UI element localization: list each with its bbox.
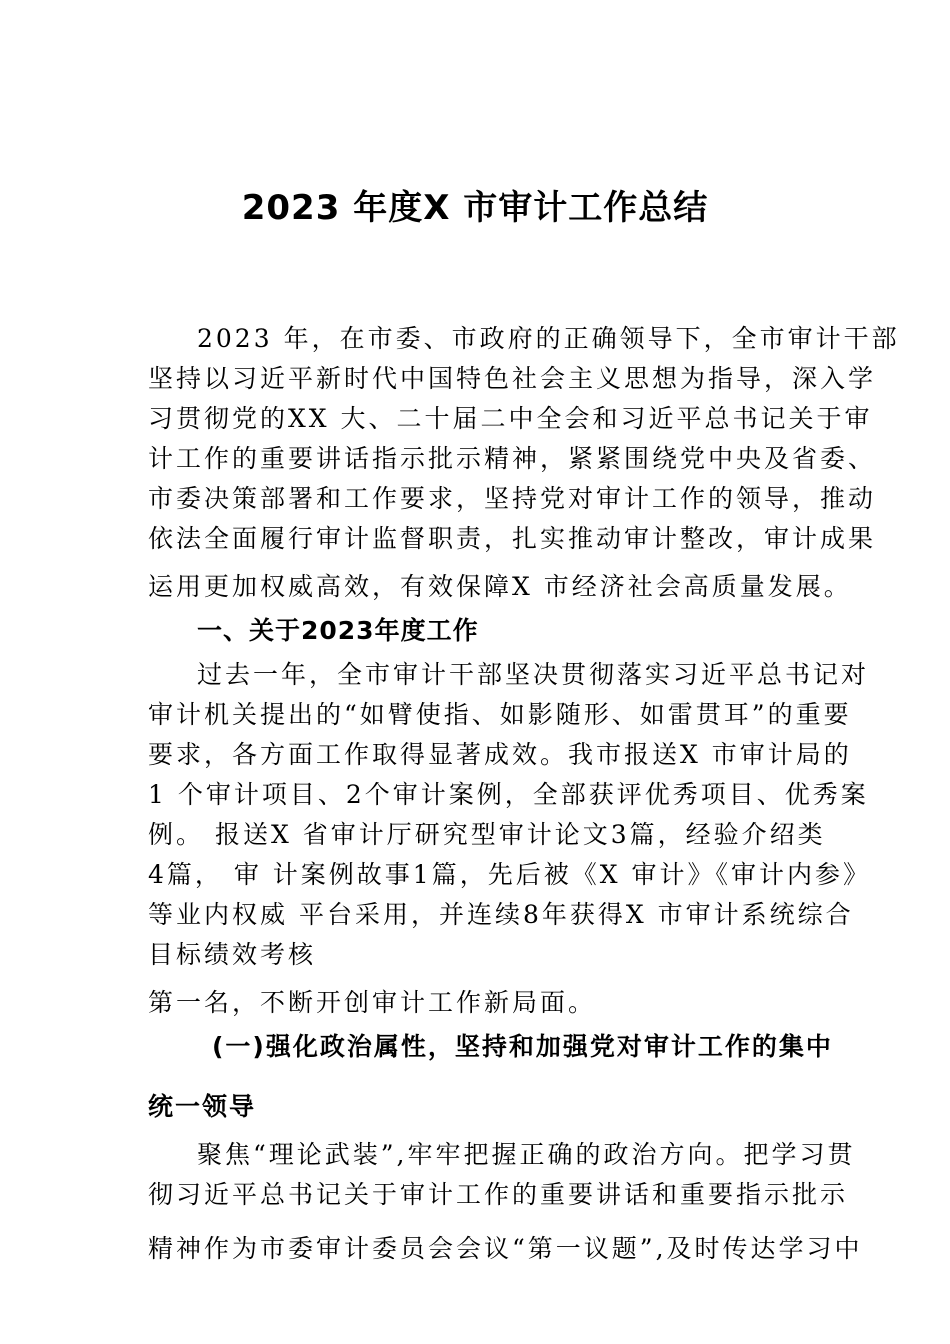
paragraph-line: 市委决策部署和工作要求，坚持党对审计工作的领导，推动 (148, 484, 877, 513)
paragraph-line: 审计机关提出的“如臂使指、如影随形、如雷贯耳”的重要 (148, 700, 852, 729)
paragraph-line: 习贯彻党的XX 大、二十届二中全会和习近平总书记关于审 (148, 404, 873, 433)
subsection-heading: (一)强化政治属性，坚持和加强党对审计工作的集中 (212, 1032, 833, 1061)
paragraph-line: 等业内权威 平台采用，并连续8年获得X 市审计系统综合 (148, 900, 854, 929)
paragraph-line: 聚焦“理论武装”,牢牢把握正确的政治方向。把学习贯 (197, 1140, 856, 1169)
paragraph-line: 依法全面履行审计监督职责，扎实推动审计整改，审计成果 (148, 524, 877, 553)
paragraph-line: 2023 年，在市委、市政府的正确领导下，全市审计干部 (197, 324, 900, 353)
paragraph-line: 第一名，不断开创审计工作新局面。 (148, 988, 597, 1017)
paragraph-line: 精神作为市委审计委员会会议“第一议题”,及时传达学习中 (148, 1234, 863, 1263)
paragraph-line: 1 个审计项目、2个审计案例，全部获评优秀项目、优秀案 (148, 780, 869, 809)
paragraph-line: 坚持以习近平新时代中国特色社会主义思想为指导，深入学 (148, 364, 877, 393)
paragraph-line: 目标绩效考核 (148, 940, 317, 969)
subsection-heading: 统一领导 (148, 1092, 257, 1121)
paragraph-line: 例。 报送X 省审计厅研究型审计论文3篇，经验介绍类 (148, 820, 826, 849)
section-heading: 一、关于2023年度工作 (197, 616, 479, 645)
paragraph-line: 计工作的重要讲话指示批示精神，紧紧围绕党中央及省委、 (148, 444, 877, 473)
paragraph-line: 4篇， 审 计案例故事1篇，先后被《X 审计》《审计内参》 (148, 860, 871, 889)
paragraph-line: 彻习近平总书记关于审计工作的重要讲话和重要指示批示 (148, 1180, 849, 1209)
paragraph-line: 运用更加权威高效，有效保障X 市经济社会高质量发展。 (148, 572, 852, 601)
paragraph-line: 过去一年，全市审计干部坚决贯彻落实习近平总书记对 (197, 660, 870, 689)
paragraph-line: 要求，各方面工作取得显著成效。我市报送X 市审计局的 (148, 740, 852, 769)
document-title: 2023 年度X 市审计工作总结 (241, 188, 709, 228)
